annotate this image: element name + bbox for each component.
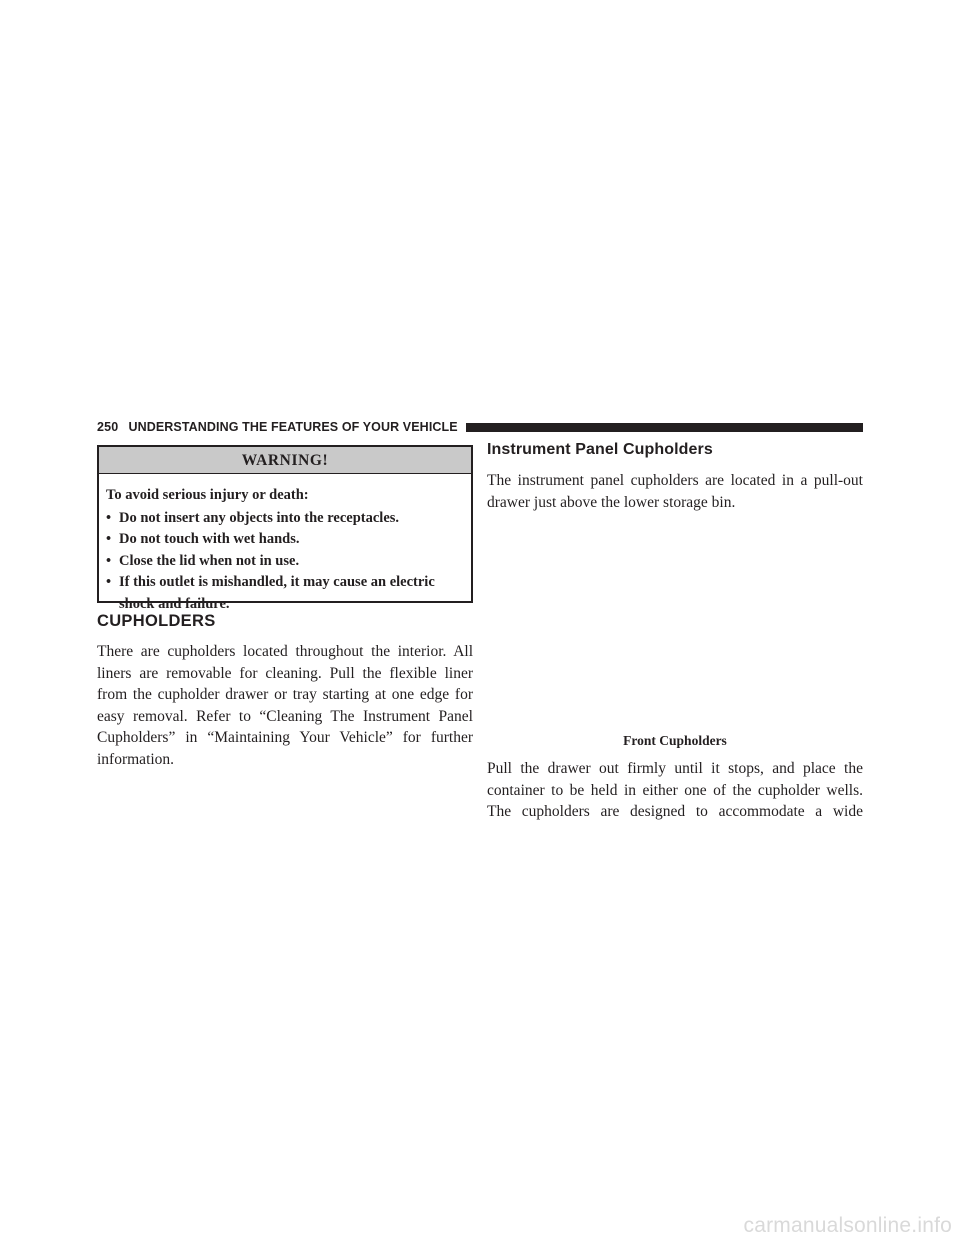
instrument-panel-paragraph: Pull the drawer out firmly until it stops, and place the container to be held in either one of the cupholder wells. The cupholders are designed to accommodate a wide <box>487 760 863 820</box>
cupholders-paragraph: There are cupholders located throughout the interior. All liners are removable for cleaning. Pull the flexible liner from the cupholder drawer or tray starting at one edge for easy removal. Refer to “Cleaning The Instrument Panel Cupholders” in “Maintaining Your Vehicle” for further information. <box>97 643 473 768</box>
page-header <box>97 419 863 435</box>
bullet-icon: • <box>106 509 112 526</box>
section-title: UNDERSTANDING THE FEATURES OF YOUR VEHICLE <box>128 420 458 434</box>
warning-box <box>97 445 473 612</box>
warning-body <box>99 474 471 615</box>
warning-item <box>106 529 464 551</box>
bullet-icon: • <box>106 574 112 590</box>
warning-item-text: Do not insert any objects into the receptacles. <box>119 509 400 526</box>
warning-title: WARNING! <box>99 447 471 474</box>
watermark: carmanualsonline.info <box>743 1214 952 1237</box>
figure-caption: Front Cupholders <box>623 733 727 748</box>
warning-item-text: If this outlet is mishandled, it may cause an electric shock and failure. <box>119 574 435 612</box>
warning-item <box>106 508 464 530</box>
page-number: 250 <box>97 420 119 434</box>
warning-item-text: Do not touch with wet hands. <box>119 531 300 547</box>
header-rule <box>466 423 863 432</box>
figure-placeholder <box>487 520 863 728</box>
warning-item <box>106 572 464 615</box>
instrument-panel-intro: The instrument panel cupholders are located in a pull-out drawer just above the lower storage bin. <box>487 472 863 511</box>
warning-intro: To avoid serious injury or death: <box>106 487 309 503</box>
warning-item-text: Close the lid when not in use. <box>119 552 300 569</box>
instrument-panel-heading: Instrument Panel Cupholders <box>487 441 713 458</box>
warning-item <box>106 551 464 573</box>
warning-list <box>106 508 464 616</box>
cupholders-heading: CUPHOLDERS <box>97 612 216 630</box>
bullet-icon: • <box>106 552 112 569</box>
bullet-icon: • <box>106 531 112 547</box>
